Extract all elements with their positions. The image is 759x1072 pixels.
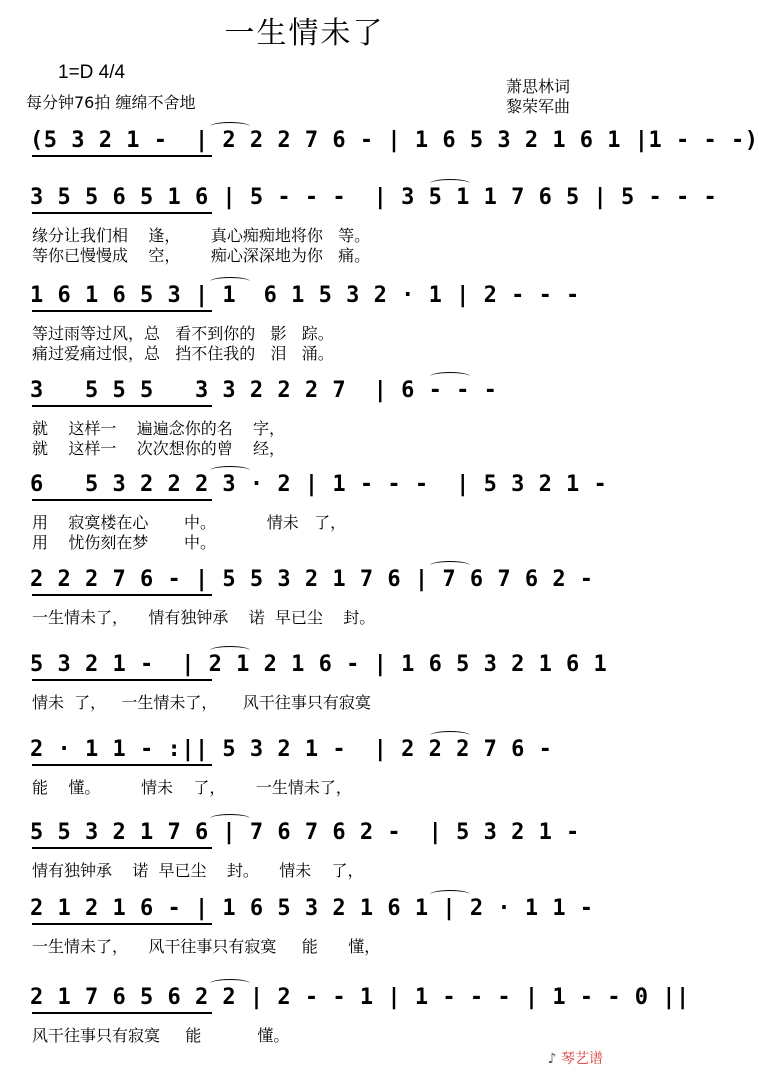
beam-line bbox=[32, 405, 212, 407]
lyric-line: 等过雨等过风，总 看不到你的 影 踪。 bbox=[32, 324, 334, 343]
melody-notation: 2 2 2 7 6 - | 5 5 3 2 1 7 6 | 7 6 7 6 2 - bbox=[30, 567, 594, 592]
music-note-logo: ♪ bbox=[547, 1051, 557, 1067]
score-line bbox=[30, 652, 608, 732]
slur-mark bbox=[210, 979, 250, 988]
score-line bbox=[30, 185, 718, 265]
lyric-line: 一生情未了， 情有独钟承 诺 早已尘 封。 bbox=[32, 608, 376, 627]
slur-mark bbox=[210, 277, 250, 286]
score-line bbox=[30, 472, 608, 552]
beam-line bbox=[32, 155, 212, 157]
slur-mark bbox=[430, 179, 470, 188]
beam-line bbox=[32, 594, 212, 596]
page-title: 一生情未了 bbox=[224, 16, 385, 51]
melody-notation: 1 6 1 6 5 3 | 1 6 1 5 3 2 · 1 | 2 - - - bbox=[30, 283, 580, 308]
composer-credit: 黎荣军曲 bbox=[506, 97, 571, 116]
lyric-line: 痛过爱痛过恨，总 挡不住我的 泪 涌。 bbox=[32, 344, 334, 363]
slur-mark bbox=[430, 372, 470, 381]
melody-notation: 2 1 2 1 6 - | 1 6 5 3 2 1 6 1 | 2 · 1 1 - bbox=[30, 896, 594, 921]
beam-line bbox=[32, 1012, 212, 1014]
beam-line bbox=[32, 679, 212, 681]
site-logo bbox=[548, 1048, 603, 1068]
lyric-line: 风干往事只有寂寞 能 懂。 bbox=[32, 1026, 290, 1045]
slur-mark bbox=[430, 561, 470, 570]
melody-notation: 3 5 5 5 3 3 2 2 2 7 | 6 - - - bbox=[30, 378, 498, 403]
melody-notation: 2 1 7 6 5 6 2 2 | 2 - - 1 | 1 - - - | 1 - - 0 || bbox=[30, 985, 690, 1010]
lyric-line: 就 这样一 次次想你的曾 经， bbox=[32, 439, 286, 458]
melody-notation: 3 5 5 6 5 1 6 | 5 - - - | 3 5 1 1 7 6 5 | 5 - - - bbox=[30, 185, 718, 210]
melody-notation: 6 5 3 2 2 2 3 · 2 | 1 - - - | 5 3 2 1 - bbox=[30, 472, 608, 497]
score-line bbox=[30, 283, 582, 363]
slur-mark bbox=[210, 466, 250, 475]
lyric-line: 能 懂。 情未 了， 一生情未了， bbox=[32, 778, 352, 797]
lyric-line: 情有独钟承 诺 早已尘 封。 情未 了， bbox=[32, 861, 364, 880]
score-line bbox=[30, 737, 582, 817]
slur-mark bbox=[210, 814, 250, 823]
lyric-line: 一生情未了， 风干往事只有寂寞 能 懂， bbox=[32, 937, 381, 956]
tempo-marking: 每分钟76拍 缠绵不舍地 bbox=[26, 93, 196, 112]
slur-mark bbox=[210, 646, 250, 655]
key-signature: 1=D 4/4 bbox=[58, 62, 126, 83]
melody-notation: 5 5 3 2 1 7 6 | 7 6 7 6 2 - | 5 3 2 1 - bbox=[30, 820, 580, 845]
logo-text: 琴艺谱 bbox=[561, 1051, 603, 1067]
beam-line bbox=[32, 847, 212, 849]
lyric-line: 就 这样一 遍遍念你的名 字， bbox=[32, 419, 286, 438]
melody-notation: (5 3 2 1 - | 2 2 2 7 6 - | 1 6 5 3 2 1 6 1 |1 - - -) bbox=[30, 128, 759, 153]
lyric-line: 情未 了， 一生情未了， 风干往事只有寂寞 bbox=[32, 693, 371, 712]
lyric-line: 缘分让我们相 逢， 真心痴痴地将你 等。 bbox=[32, 226, 371, 245]
slur-mark bbox=[430, 731, 470, 740]
lyric-line: 等你已慢慢成 空， 痴心深深地为你 痛。 bbox=[32, 246, 371, 265]
slur-mark bbox=[210, 122, 250, 131]
lyric-line: 用 忧伤刻在梦 中。 bbox=[32, 533, 216, 552]
lyricist-credit: 萧思林词 bbox=[506, 77, 571, 96]
score-line bbox=[30, 378, 582, 458]
beam-line bbox=[32, 499, 212, 501]
beam-line bbox=[32, 764, 212, 766]
beam-line bbox=[32, 923, 212, 925]
melody-notation: 2 · 1 1 - :|| 5 3 2 1 - | 2 2 2 7 6 - bbox=[30, 737, 553, 762]
slur-mark bbox=[430, 890, 470, 899]
score-line bbox=[30, 567, 594, 647]
beam-line bbox=[32, 212, 212, 214]
lyric-line: 用 寂寞楼在心 中。 情未 了， bbox=[32, 513, 347, 532]
score-line bbox=[30, 820, 582, 900]
score-line bbox=[30, 896, 594, 976]
beam-line bbox=[32, 310, 212, 312]
melody-notation: 5 3 2 1 - | 2 1 2 1 6 - | 1 6 5 3 2 1 6 1 bbox=[30, 652, 608, 677]
